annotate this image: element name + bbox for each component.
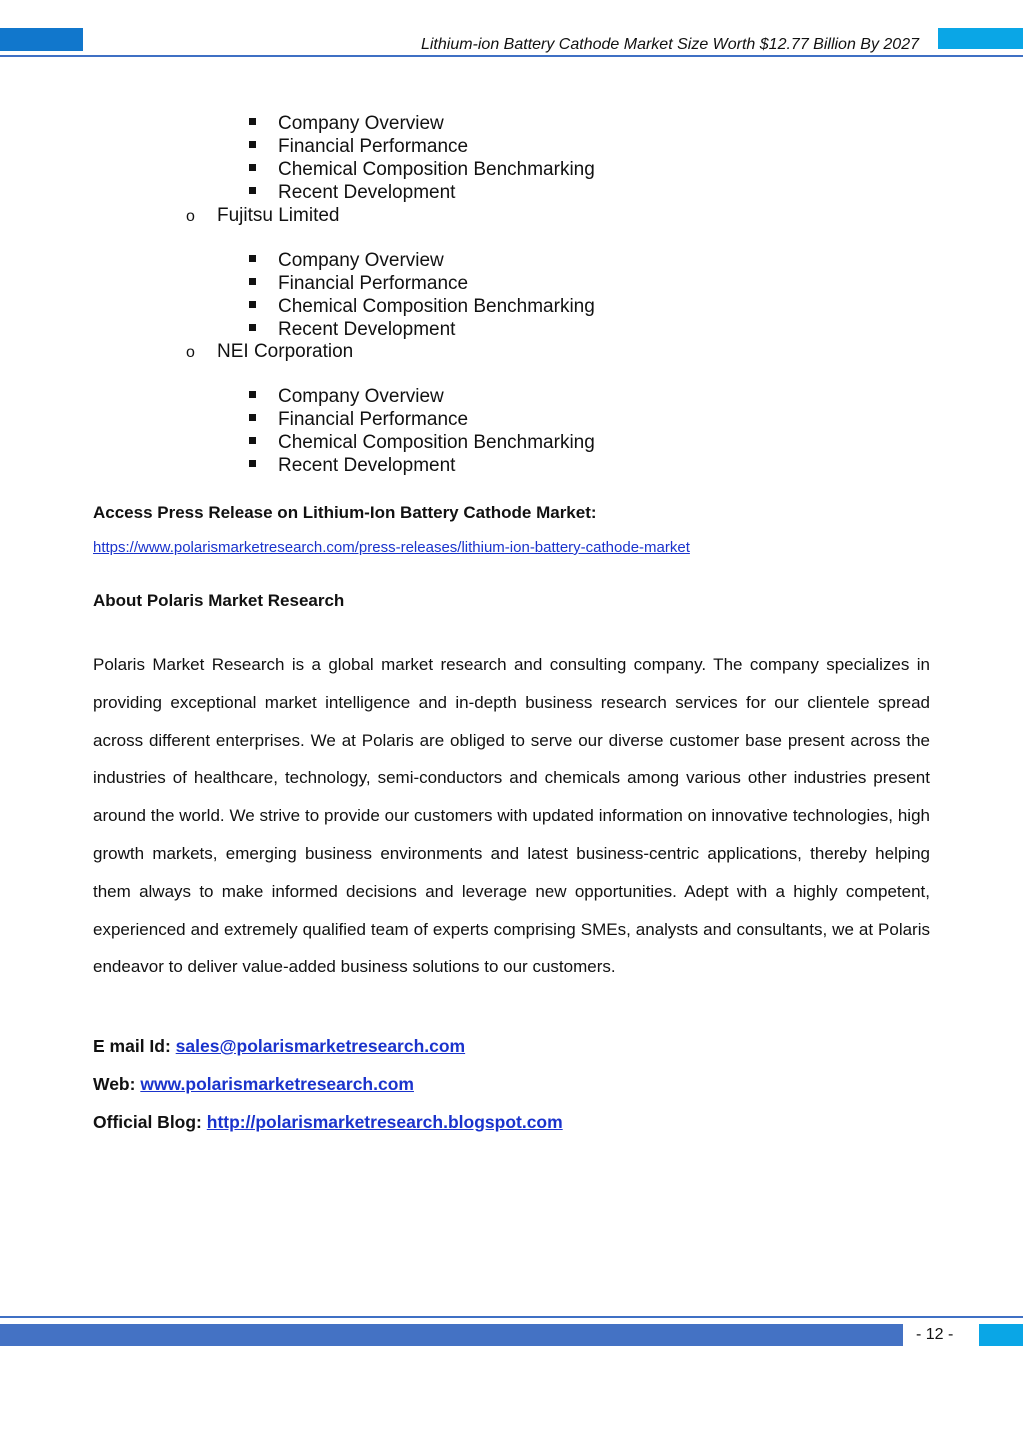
list-item: Chemical Composition Benchmarking (249, 158, 595, 181)
list-item: Recent Development (249, 454, 455, 477)
email-line (93, 1036, 465, 1057)
square-bullet-icon (249, 437, 256, 444)
company-list-item: o Fujitsu Limited (186, 205, 340, 226)
square-bullet-icon (249, 460, 256, 467)
circle-bullet-icon: o (186, 344, 195, 361)
web-link[interactable]: www.polarismarketresearch.com (140, 1074, 414, 1094)
blog-line (93, 1112, 563, 1133)
page-number: - 12 - (916, 1326, 954, 1343)
header-right-accent-bar (938, 28, 1023, 49)
about-heading: About Polaris Market Research (93, 591, 345, 610)
footer-bar (0, 1324, 903, 1346)
square-bullet-icon (249, 164, 256, 171)
document-title: Lithium-ion Battery Cathode Market Size Worth $12.77 Billion By 2027 (420, 36, 919, 53)
web-label: Web: (93, 1074, 136, 1094)
list-item: Recent Development (249, 318, 455, 341)
blog-link[interactable]: http://polarismarketresearch.blogspot.com (206, 1112, 563, 1132)
press-release-link[interactable]: https://www.polarismarketresearch.com/press-releases/lithium-ion-battery-cathode-market (93, 539, 690, 556)
square-bullet-icon (249, 118, 256, 125)
press-release-heading: Access Press Release on Lithium-Ion Battery Cathode Market: (93, 503, 597, 522)
square-bullet-icon (249, 324, 256, 331)
email-link[interactable]: sales@polarismarketresearch.com (175, 1036, 466, 1056)
company-list-item: o NEI Corporation (186, 341, 354, 362)
list-item: Recent Development (249, 181, 455, 204)
square-bullet-icon (249, 187, 256, 194)
web-line (93, 1074, 414, 1095)
header-left-accent-bar (0, 28, 83, 51)
square-bullet-icon (249, 414, 256, 421)
square-bullet-icon (249, 255, 256, 262)
square-bullet-icon (249, 391, 256, 398)
square-bullet-icon (249, 278, 256, 285)
square-bullet-icon (249, 141, 256, 148)
list-item: Financial Performance (249, 135, 468, 158)
list-item: Company Overview (249, 249, 444, 272)
list-item: Chemical Composition Benchmarking (249, 431, 595, 454)
list-item: Company Overview (249, 385, 444, 408)
header-rule (0, 55, 1023, 57)
blog-label: Official Blog: (93, 1112, 202, 1132)
list-item: Financial Performance (249, 408, 468, 431)
footer-right-accent-bar (979, 1324, 1023, 1346)
footer-rule (0, 1316, 1023, 1318)
square-bullet-icon (249, 301, 256, 308)
list-item: Company Overview (249, 112, 444, 135)
about-paragraph: Polaris Market Research is a global market research and consulting company. The company specializes in providing exceptional market intelligence and in-depth business research services for our clientele spread across different enterprises. We at Polaris are obliged to serve our diverse customer base present across the industries of healthcare, technology, semi-conductors and chemicals among various other industries present around the world. We strive to provide our customers with updated information on innovative technologies, high growth markets, emerging business environments and latest business-centric applications, thereby helping them always to make informed decisions and leverage new opportunities. Adept with a highly competent, experienced and extremely qualified team of experts comprising SMEs, analysts and consultants, we at Polaris endeavor to deliver value-added business solutions to our customers. (93, 655, 930, 977)
list-item: Financial Performance (249, 272, 468, 295)
circle-bullet-icon: o (186, 208, 195, 225)
email-label: E mail Id: (93, 1036, 171, 1056)
list-item: Chemical Composition Benchmarking (249, 295, 595, 318)
